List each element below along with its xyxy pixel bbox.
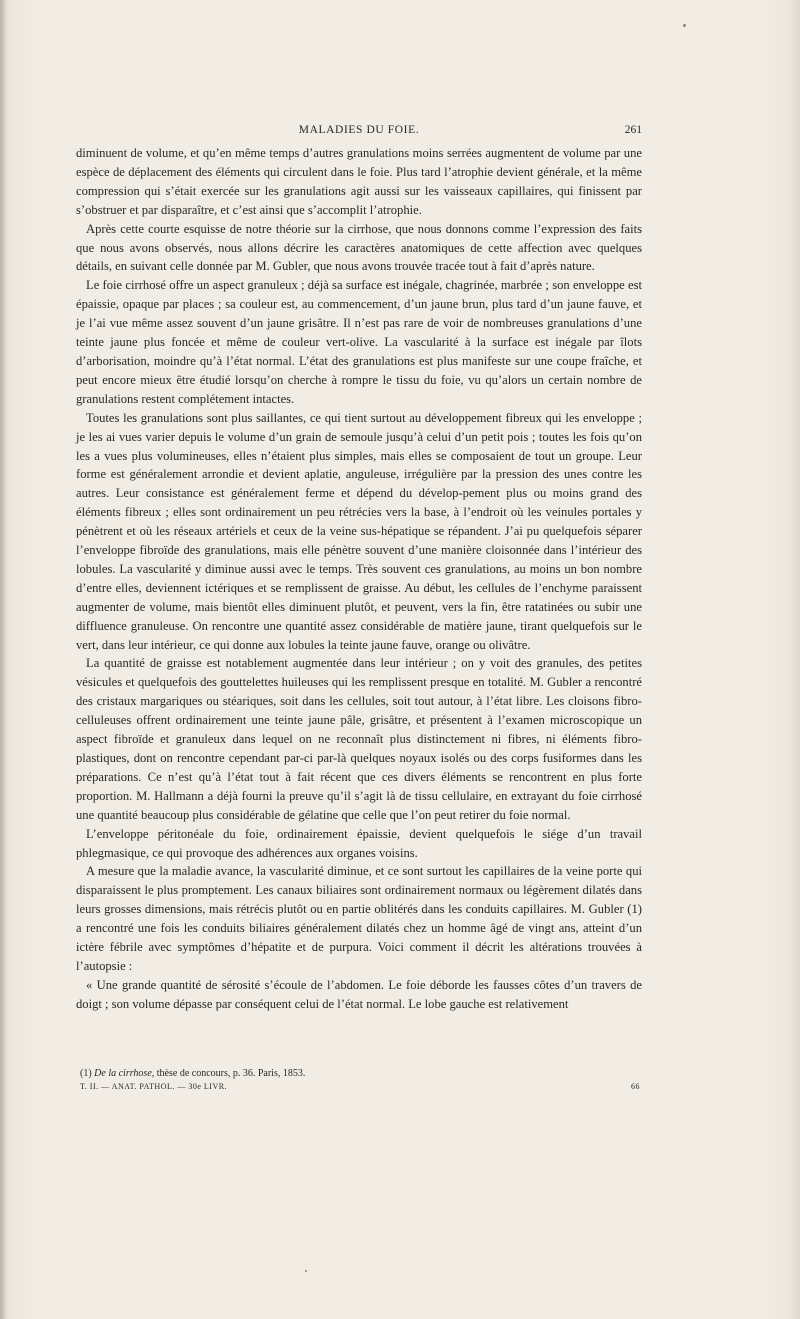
footnote [80, 1067, 640, 1080]
paragraph: « Une grande quantité de sérosité s’écoule de l’abdomen. Le foie déborde les fausses côtes d’un travers de doigt ; son volume dépasse par conséquent celui de l’état normal. Le lobe gauche est relativement [76, 977, 642, 1011]
footnote-title: De la cirrhose, [94, 1068, 155, 1079]
signature-line [80, 1082, 640, 1095]
page-header [76, 124, 642, 140]
signature-mark: T. II. — ANAT. PATHOL. — 30e LIVR. [80, 1082, 228, 1091]
body-text [76, 144, 642, 1014]
paragraph: La quantité de graisse est notablement augmentée dans leur intérieur ; on y voit des granules, des petites vésicules et quelquefois des gouttelettes huileuses qui les remplissent presque en totalité. M. Gubler a rencontré des cristaux margariques ou stéariques, soit dans les cellules, soit tout autour, à l’état libre. Les cloisons fibro-celluleuses offrent ordinairement une teinte jaune pâle, grisâtre, et présentent à l’examen microscopique un aspect fibroïde et granuleux dans lequel on ne reconnaît plus distinctement ni fibres, ni éléments fibro-plastiques, dont on rencontre cependant par-ci par-là quelques noyaux isolés ou des corps fusiformes dans les préparations. Ce n’est qu’à l’état tout à fait récent que ces divers éléments se rencontrent en plus forte proportion. M. Hallmann a déjà fourni la preuve qu’il s’agit là de tissu cellulaire, en extrayant du foie cirrhosé une quantité beaucoup plus considérable de gélatine que celle que l’on peut retirer du foie normal. [76, 656, 642, 822]
binding-shadow [0, 0, 6, 1319]
paragraph: Le foie cirrhosé offre un aspect granuleux ; déjà sa surface est inégale, chagrinée, marbrée ; son enveloppe est épaissie, opaque par places ; sa couleur est, au commencement, d’un jaune brun, plus tard d’un jaune fauve, et je l’ai vue même assez souvent d’un jaune grisâtre. Il n’est pas rare de voir de nombreuses granulations d’une teinte jaune plus foncée et même de couleur vert-olive. La vascularité à la surface est inégale par îlots d’arborisation, moindre qu’à l’état normal. L’état des granulations est plus manifeste sur une coupe fraîche, et peut encore mieux être étudié lorsqu’on cherche à rompre le tissu du foie, vu qu’alors un certain nombre de granulations restent complétement intactes. [76, 278, 642, 406]
paragraph: L’enveloppe péritonéale du foie, ordinairement épaissie, devient quelquefois le siége d’un travail phlegmasique, ce qui provoque des adhérences aux organes voisins. [76, 826, 642, 860]
signature-number: 66 [631, 1082, 640, 1091]
paragraph: A mesure que la maladie avance, la vascularité diminue, et ce sont surtout les capillaires de la veine porte qui disparaissent le plus promptement. Les canaux biliaires sont ordinairement normaux ou légèrement dilatés dans leurs grosses dimensions, mais rétrécis plutôt ou en partie oblitérés dans les conduits capillaires. M. Gubler (1) a rencontré une fois les conduits biliaires généralement dilatés chez un homme âgé de vingt ans, atteint d’un ictère fébrile avec symptômes d’hépatite et de purpura. Voici comment il décrit les altérations trouvées à l’autopsie : [76, 864, 642, 973]
paragraph: Après cette courte esquisse de notre théorie sur la cirrhose, que nous donnons comme l’expression des faits que nous avons observés, nous allons décrire les caractères anatomiques de cette affection avec quelques détails, en suivant celle donnée par M. Gubler, que nous avons trouvée tracée tout à fait d’après nature. [76, 221, 642, 274]
footnote-text: thèse de concours, p. 36. Paris, 1853. [156, 1068, 306, 1079]
paper-speck [683, 24, 686, 27]
page-number: 261 [624, 124, 642, 136]
paragraph: Toutes les granulations sont plus saillantes, ce qui tient surtout au développement fibreux qui les enveloppe ; je les ai vues varier depuis le volume d’un grain de semoule jusqu’à celui d’un petit pois ; toutes les fois qu’on les a vues plus volumineuses, elles n’étaient plus simples, mais elles se composaient de tout un groupe. Leur forme est généralement arrondie et devient aplatie, anguleuse, irrégulière par la pression des unes contre les autres. Leur consistance est généralement ferme et dépend du dévelop-pement plus ou moins grand des éléments fibreux ; elles sont ordinairement un peu rétrécies vers la base, à l’endroit où les veinules portales y pénètrent et où les réseaux artériels et ceux de la veine sus-hépatique se répandent. J’ai pu quelquefois séparer l’enveloppe fibroïde des granulations, mais elle pénètre souvent d’une manière cloisonnée dans l’intérieur des lobules. La vascularité y diminue aussi avec le temps. Très souvent ces granulations, au moins un bon nombre d’entre elles, deviennent ictériques et se remplissent de graisse. Au début, les cellules de l’enchyme paraissent augmenter de volume, mais bientôt elles diminuent plutôt, et peuvent, vers la fin, être ratatinées ou subir une diffluence granuleuse. On rencontre une quantité assez considérable de matière jaune, tirant quelquefois sur le vert, dans leur intérieur, ce qui donne aux lobules la teinte jaune fauve, orange ou olivâtre. [76, 410, 642, 652]
footnote-marker: (1) [80, 1068, 92, 1079]
paragraph: diminuent de volume, et qu’en même temps d’autres granulations moins serrées augmentent de volume par une espèce de déplacement des éléments qui circulent dans le foie. Plus tard l’atrophie devient générale, et la même compression qui s’était exercée sur les granulations agit aussi sur les vaisseaux capillaires, qui finissent par s’obstruer et par disparaître, et c’est ainsi que s’accomplit l’atrophie. [76, 146, 642, 217]
paper-speck [305, 1270, 307, 1272]
running-title: MALADIES DU FOIE. [298, 124, 420, 136]
